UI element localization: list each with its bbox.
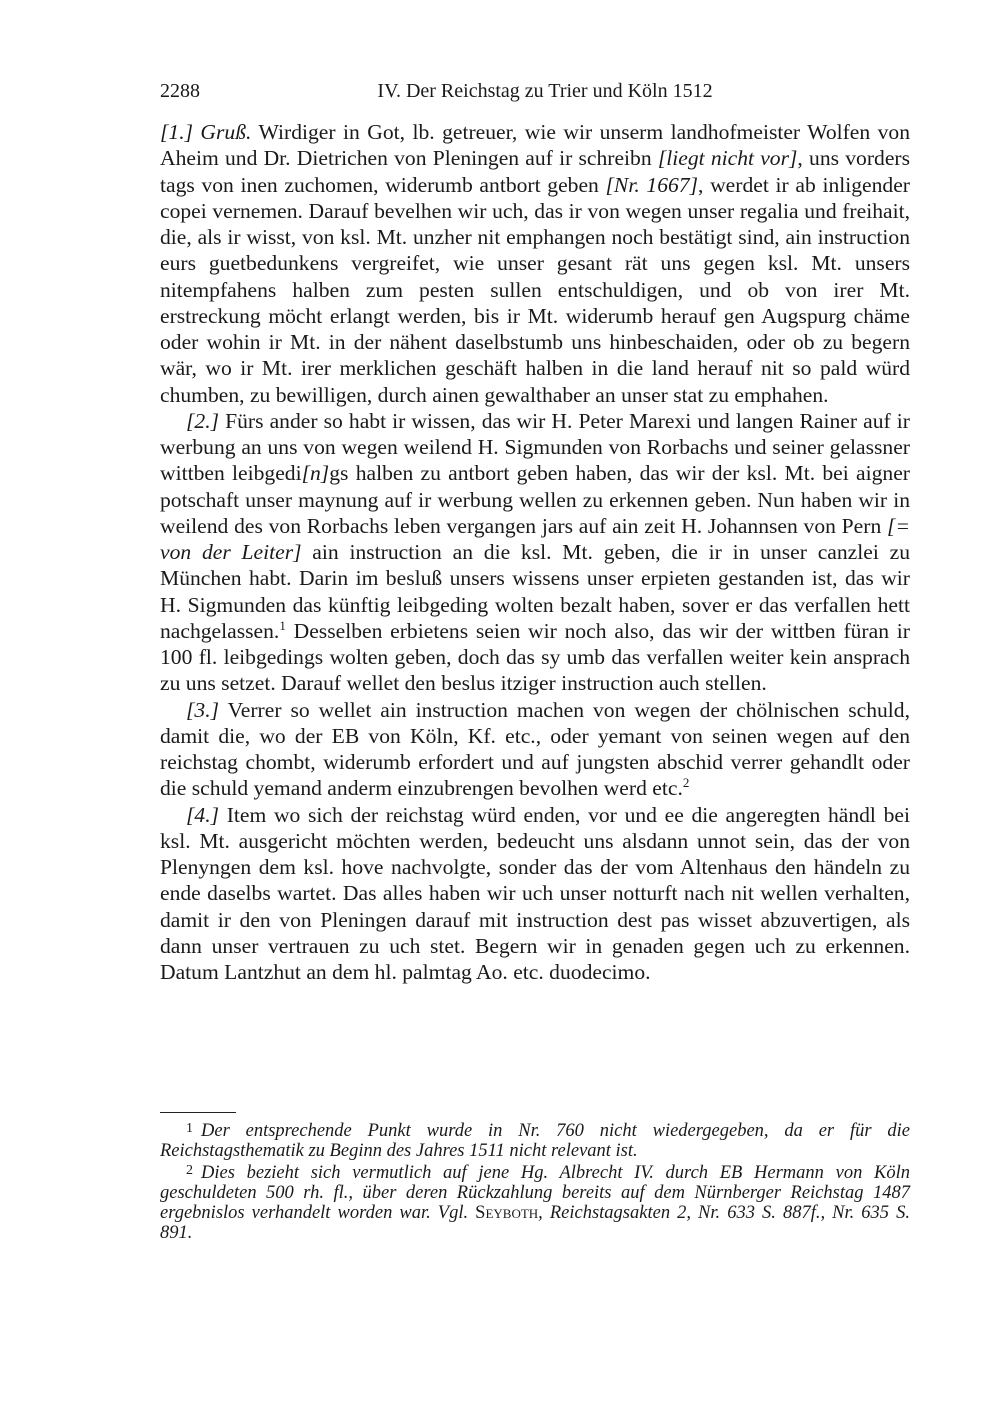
author-name: Seyboth — [475, 1203, 539, 1223]
page-header — [160, 80, 910, 108]
editorial-insertion: [n] — [301, 461, 330, 486]
main-text — [160, 119, 910, 985]
footnote-reference[interactable]: 1 — [279, 617, 286, 633]
paragraph-1: [1.] Gruß. Wirdiger in Got, lb. getreuer, wie wir unserm landhofmeister Wolfen von Aheim und Dr. Dietrichen von Pleningen auf ir schreibn [liegt nicht vor], uns vorders tags von inen zuchomen, widerumb antbort geben [Nr. 1667], werdet ir ab inligender copei vernemen. Darauf bevelhen wir uch, das ir von wegen unser regalia und freihait, die, als ir wisst, von ksl. Mt. unzher nit emphangen noch bestätigt sind, ain instruction eurs guetbedunkens vergreifet, wie unser gesant rät uns gegen ksl. Mt. unsers nitempfahens halben zum pesten sullen entschuldigen, und ob von irer Mt. erstreckung möcht erlangt werden, bis ir Mt. widerumb herauf gen Augspurg chäme oder wohin ir Mt. in der nähent daselbstumb uns hinbeschaiden, oder ob zu begern wär, wo ir Mt. irer merklichen geschäft halben in die land herauf nit so pald würd chumben, zu bewilligen, durch ainen gewalthaber an unser stat zu emphahen. — [160, 120, 911, 407]
footnote-2: $^2$ Dies bezieht sich vermutlich auf jene Hg. Albrecht IV. durch EB Hermann von Köln geschuldeten 500 rh. fl., über deren Rückzahlung bereits auf dem Nürnberger Reichstag 1487 ergebnislos verhandelt worden war. Vgl. Seyboth, Reichstagsakten 2, Nr. 633 S. 887f., Nr. 635 S. 891. — [160, 1163, 910, 1243]
section-marker: [3.] — [186, 697, 220, 722]
editorial-note: [= von der Leiter] — [160, 513, 910, 564]
paragraph-3: [3.] Verrer so wellet ain instruction machen von wegen der chölnischen schuld, damit die, wo der EB von Köln, Kf. etc., oder yemant von seinen wegen auf den reichstag chombt, widerumb erfordert und auf jungsten abschid verrer gehandlt oder die schuld yemand anderm einzubrengen bevolhen werd etc.$^2$ — [160, 697, 910, 801]
footnote-number: 2 — [186, 1163, 193, 1178]
section-marker: [2.] — [186, 408, 220, 433]
page-number: 2288 — [160, 80, 200, 102]
running-title: IV. Der Reichstag zu Trier und Köln 1512 — [377, 80, 713, 102]
footnotes — [160, 1119, 910, 1243]
footnote-number: 1 — [186, 1121, 193, 1136]
section-marker: [1.] Gruß. — [160, 120, 252, 144]
paragraph-4: [4.] Item wo sich der reichstag würd enden, vor und ee die angeregten händl bei ksl. Mt. ausgericht möchten werden, bedeucht uns alsdann unnot sein, das der von Plenyngen dem ksl. hove nachvolgte, sonder das der vom Altenhaus den händeln zu ende daselbs wartet. Das alles haben wir uch unser notturft nach nit wellen verhalten, damit ir den von Pleningen darauf mit instruction dest pas wisset abzuvertigen, als dann unser vertrauen zu uch stet. Begern wir in genaden gegen uch zu erkennen. Datum Lantzhut an dem hl. palmtag Ao. etc. duodecimo. — [160, 802, 910, 984]
cross-reference: [Nr. 1667] — [605, 172, 699, 197]
footnote-reference[interactable]: 2 — [682, 775, 690, 791]
paragraph-2: [2.] Fürs ander so habt ir wissen, das wir H. Peter Marexi und langen Rainer auf ir werbung an uns von wegen weilend H. Sigmunden von Rorbachs und seiner gelassner wittben leibgedi[n]gs halben zu antbort geben haben, das wir der ksl. Mt. bei aigner potschaft unser maynung auf ir werbung wellen zu erkennen geben. Nun haben wir in weilend des von Rorbachs leben vergangen jars auf ain zeit H. Johannsen von Pern [= von der Leiter] ain instruction an die ksl. Mt. geben, die ir in unser canzlei zu München habt. Darin im besluß unsers wissens unser erpieten gestanden ist, das wir H. Sigmunden das künftig leibgeding wolten bezalt haben, sover er das verfallen hett nachgelassen.$^1$ Desselben erbietens seien wir noch also, das wir der wittben füran ir 100 fl. leibgedings wolten geben, doch das sy umb das verfallen weiter kein ansprach zu uns setzet. Darauf wellet den beslus itziger instruction auch stellen. — [160, 408, 910, 696]
footnote-divider — [160, 1112, 236, 1113]
footnote-1: $^1$ Der entsprechende Punkt wurde in Nr. 760 nicht wiedergegeben, da er für die Reichstagsthematik zu Beginn des Jahres 1511 nicht relevant ist. — [160, 1121, 910, 1161]
section-marker: [4.] — [186, 802, 220, 827]
editorial-note: [liegt nicht vor] — [657, 146, 798, 171]
